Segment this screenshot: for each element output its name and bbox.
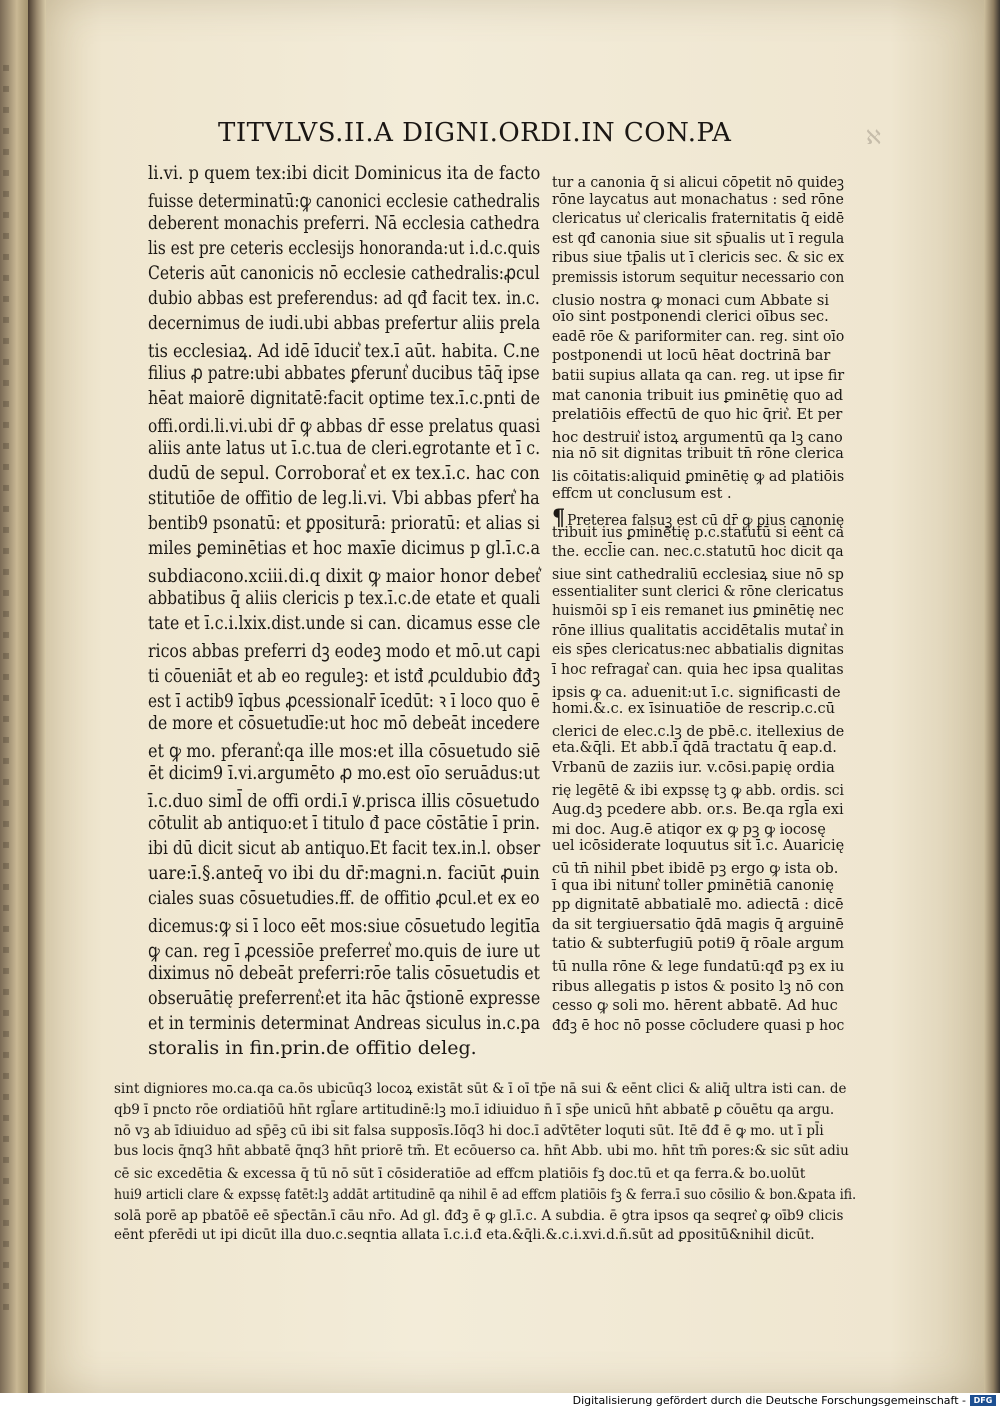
bottom-block-line: sint digniores mo.ca.qa ca.ōs ubicūq3 locoꝝ existāt sūt & ī oī tp̄e nā sui & eēnt clici & aliq̄ ultra isti can. de bbox=[114, 1081, 847, 1097]
left-column-line: dudū de sepul. Corroborat͛ et ex tex.ī.c. hac con bbox=[148, 462, 540, 484]
left-column-line: dubio abbas est preferendus: ad qđ facit tex. in.c. bbox=[148, 287, 540, 309]
right-column-line: mi doc. Aug.ē atiqor ex ꝙ pꝫ ꝙ iocosę bbox=[552, 821, 826, 838]
left-page-glyph: ▪ bbox=[2, 333, 11, 347]
right-column-line: Vrbanū de zaziis iur. v.cōsi.papię ordia bbox=[552, 760, 835, 776]
right-column-line: tribuit ius ꝑminētię p.c.statutū si eēnt ca bbox=[552, 524, 845, 541]
left-column-line: et in terminis determinat Andreas siculus in.c.pa bbox=[148, 1012, 541, 1034]
left-column-line: hēat maiorē dignitatē:facit optime tex.ī.c.pnti de bbox=[148, 387, 541, 409]
left-page-glyph: ▪ bbox=[2, 543, 11, 557]
right-column-line: tur a canonia q̄ si alicui cōpetit nō quideꝫ bbox=[552, 175, 845, 191]
left-page-glyph: ▪ bbox=[2, 753, 11, 767]
left-page-glyph: ▪ bbox=[2, 774, 11, 788]
left-column-line: et ꝙ mo. pferant͛:qa ille mos:et illa cōsuetudo siē bbox=[148, 740, 541, 762]
right-column-line: rōne illius qualitatis accidētalis mutat͛ in bbox=[552, 622, 845, 639]
left-page-glyph: ▪ bbox=[2, 1152, 11, 1166]
right-column-line: batii supius allata qa can. reg. ut ipse fir bbox=[552, 368, 845, 384]
left-page-glyph: ▪ bbox=[2, 81, 11, 95]
left-page-glyph: ▪ bbox=[2, 564, 11, 578]
left-page-glyph: ▪ bbox=[2, 1110, 11, 1124]
left-column-line: cōtulit ab antiquo:et ī titulo đ pace cōstātie ī prin. bbox=[148, 812, 541, 834]
left-page-glyph: ▪ bbox=[2, 1236, 11, 1250]
left-column-line: ꝙ can. reg ī ꝓcessiōe preferret͛ mo.quis de iure ut bbox=[148, 940, 540, 962]
left-page-glyph: ▪ bbox=[2, 585, 11, 599]
left-column-line: tis ecclesiaꝝ. Ad idē īducit͛ tex.ī aūt. habita. C.ne bbox=[148, 340, 540, 362]
left-page-glyph: ▪ bbox=[2, 1089, 11, 1103]
left-column-line: obseruātię preferrent͛:et ita hāc q̄stionē expresse bbox=[148, 987, 541, 1009]
right-column-line: đđꝫ ē hoc nō posse cōcludere quasi p hoc bbox=[552, 1017, 845, 1034]
right-column-line: eadē rōe & pariformiter can. reg. sint oīo bbox=[552, 328, 845, 345]
right-column-line: siue sint cathedraliū ecclesiaꝝ siue nō sp bbox=[552, 567, 844, 583]
left-page-glyph: ▪ bbox=[2, 711, 11, 725]
left-page-glyph: ▪ bbox=[2, 1047, 11, 1061]
left-page-glyph: ▪ bbox=[2, 732, 11, 746]
right-page-edge bbox=[984, 0, 1000, 1393]
right-column-line: eta.&q̄li. Et abb.ī q̄dā tractatu q̄ eap.d. bbox=[552, 740, 837, 757]
left-page-glyph: ▪ bbox=[2, 1299, 11, 1313]
left-column-line: dicemus:ꝙ si ī loco eēt mos:siue cōsuetudo legitīa bbox=[148, 915, 540, 937]
right-column-line: est qđ canonia siue sit sp̄ualis ut ī regula bbox=[552, 230, 845, 247]
left-page-glyph: ▪ bbox=[2, 627, 11, 641]
left-page-glyph: ▪ bbox=[2, 606, 11, 620]
right-column-line: tatio & subterfugiū poti9 q̄ rōale argum bbox=[552, 936, 845, 953]
left-page-glyph: ▪ bbox=[2, 648, 11, 662]
right-column-line: clusio nostra ꝙ monaci cum Abbate si bbox=[552, 292, 829, 309]
left-page-glyph: ▪ bbox=[2, 165, 11, 179]
left-column-line: fuisse determinatū:ꝙ canonici ecclesie cathedralis bbox=[148, 190, 540, 212]
right-column-line: lis cōitatis:aliquid ꝑminētię ꝙ ad platiōis bbox=[552, 469, 845, 485]
left-page-glyph: ▪ bbox=[2, 438, 11, 452]
left-page-glyph: ▪ bbox=[2, 249, 11, 263]
left-page-glyph: ▪ bbox=[2, 270, 11, 284]
left-column-line: tate et ī.c.i.lxix.dist.unde si can. dicamus esse cle bbox=[148, 612, 541, 634]
left-column-line: filius ꝓ patre:ubi abbates ꝑferunt͛ ducibus tāq̄ ipse bbox=[148, 362, 540, 384]
left-page-glyph: ▪ bbox=[2, 207, 11, 221]
left-page-glyph: ▪ bbox=[2, 942, 11, 956]
left-column-line: de more et cōsuetudīe:ut hoc mō debeāt incedere bbox=[148, 712, 540, 734]
left-page-glyph: ▪ bbox=[2, 1215, 11, 1229]
bottom-block-line: cē sic excedētia & excessa q̄ tū nō sūt ī cōsideratiōe ad effcm platiōis fꝫ doc.tū et qa ferra.& bo.uolūt bbox=[114, 1165, 806, 1182]
left-page-glyph: ▪ bbox=[2, 459, 11, 473]
left-page-glyph: ▪ bbox=[2, 354, 11, 368]
right-column-line: cū tn̄ nihil pbet ibidē pꝫ ergo ꝙ ista ob. bbox=[552, 861, 839, 877]
left-page-glyph: ▪ bbox=[2, 921, 11, 935]
bottom-block-line: solā porē ap pbatōē eē sp̄ectān.ī cāu nr̄o. Ad gl. đđꝫ ē ꝙ gl.ī.c. A subdia. ē ꝯtra ipsos qa seqret͛ ꝙ oīb9 clicis bbox=[114, 1208, 844, 1225]
funding-credit: Digitalisierung gefördert durch die Deutsche Forschungsgemeinschaft - bbox=[572, 1394, 966, 1407]
right-column-line: clericatus ut͛ clericalis fraternitatis q̄ eidē bbox=[552, 211, 845, 228]
left-page-glyph: ▪ bbox=[2, 60, 11, 74]
show-through-text: ℵ bbox=[866, 125, 882, 149]
right-column-line: ī qua ibi nitunt͛ toller ꝑminētiā canonię bbox=[552, 877, 834, 894]
left-column-line: offi.ordi.li.vi.ubi dr̄ ꝙ abbas dr̄ esse prelatus quasi bbox=[148, 415, 541, 437]
right-column-line: da sit tergiuersatio q̄dā magis q̄ arguinē bbox=[552, 916, 844, 933]
right-column-line: postponendi ut locū hēat doctrinā bar bbox=[552, 348, 831, 365]
left-column-line: ibi dū dicit sicut ab antiquo.Et facit tex.in.l. obser bbox=[148, 837, 541, 859]
right-column-line: ribus siue tp̄alis ut ī clericis sec. & sic ex bbox=[552, 250, 845, 267]
right-column-line: ribus allegatis p istos & posito lꝫ nō con bbox=[552, 978, 845, 995]
right-column-line: clerici de elec.c.lꝫ de pbē.c. itellexius de bbox=[552, 723, 845, 740]
left-column-line: aliis ante latus ut ī.c.tua de cleri.egrotante et ī c. bbox=[148, 437, 541, 459]
right-column-line: uel icōsiderate loquutus sit ī.c. Auaricię bbox=[552, 838, 845, 855]
left-page-glyph: ▪ bbox=[2, 501, 11, 515]
book-gutter bbox=[28, 0, 46, 1393]
right-column-line: mat canonia tribuit ius ꝑminētię quo ad bbox=[552, 387, 844, 404]
right-column-line: hoc destruit͛ istoꝝ argumentū qa lꝫ cano bbox=[552, 429, 843, 446]
left-column-line: Ceteris aūt canonicis nō ecclesie cathedralis:ꝓcul bbox=[148, 262, 540, 284]
left-page-glyph: ▪ bbox=[2, 375, 11, 389]
left-column-line: stitutiōe de offitio de leg.li.vi. Vbi abbas pfert͛ ha bbox=[148, 487, 540, 509]
left-page-glyph: ▪ bbox=[2, 900, 11, 914]
bottom-block-line: hui9 articli clare & expssę fatēt:lꝫ addāt artitudinē qa nihil ē ad effcm platiōis fꝫ & ferra.ī suo cōsilio & bon.&pata ifi. bbox=[114, 1187, 857, 1203]
left-page-glyph: ▪ bbox=[2, 480, 11, 494]
left-column-line: est ī actib9 īqbus ꝓcessionalr̄ īcedūt: ꝛ ī loco quo ē bbox=[148, 690, 540, 712]
right-column-line: rię legētē & ibi expssę tꝫ ꝙ abb. ordis. sci bbox=[552, 782, 844, 799]
left-page-glyph: ▪ bbox=[2, 963, 11, 977]
left-page-glyph: ▪ bbox=[2, 123, 11, 137]
bottom-block-line: nō vꝫ ab īdiuiduo ad sp̄ēꝫ cū ibi sit falsa supposīs.Iōq3 hi doc.ī adv̄tēter loquti sūt. Itē đđ ē ꝙ mo. ut ī pl̄i bbox=[114, 1123, 824, 1140]
left-column-line: ī.c.duo siml̄ de offi ordi.ī ꝟ.prisca illis cōsuetudo bbox=[148, 790, 540, 812]
right-column-line: prelatiōis effectū de quo hic q̄rit͛. Et per bbox=[552, 407, 843, 424]
left-page-glyph: ▪ bbox=[2, 1131, 11, 1145]
left-column-line: storalis in fin.prin.de offitio deleg. bbox=[148, 1037, 477, 1059]
left-page-glyph: ▪ bbox=[2, 522, 11, 536]
left-column-line: abbatibus q̄ aliis clericis p tex.ī.c.de etate et quali bbox=[148, 587, 541, 609]
left-column-line: subdiacono.xciii.di.q dixit ꝙ maior honor debet͛ bbox=[148, 565, 540, 587]
left-column-line: ēt dicim9 ī.vi.argumēto ꝓ mo.est oīo seruādus:ut bbox=[148, 762, 540, 784]
page-running-header: TITVLVS.II.A DIGNI.ORDI.IN CON.PA bbox=[218, 118, 732, 148]
right-column-line: tū nulla rōne & lege fundatū:qđ pꝫ ex iu bbox=[552, 959, 845, 975]
left-page-glyph: ▪ bbox=[2, 1005, 11, 1019]
left-page-glyph: ▪ bbox=[2, 417, 11, 431]
right-column-line: huismōi sp ī eis remanet ius ꝑminētię nec bbox=[552, 603, 844, 620]
right-column-line: effcm ut conclusum est . bbox=[552, 485, 732, 502]
left-page-glyph: ▪ bbox=[2, 837, 11, 851]
left-column-line: bentib9 psonatū: et ꝑpositurā: prioratū: et alias si bbox=[148, 512, 540, 534]
left-page-glyph: ▪ bbox=[2, 102, 11, 116]
right-column-line: rōne laycatus aut monachatus : sed rōne bbox=[552, 191, 844, 208]
left-page-glyph: ▪ bbox=[2, 795, 11, 809]
left-page-glyph: ▪ bbox=[2, 858, 11, 872]
left-page-glyph: ▪ bbox=[2, 690, 11, 704]
left-column-line: uare:ī.§.anteq̄ vo ibi du dr̄:magni.n. faciūt ꝓuin bbox=[148, 862, 540, 884]
left-column-line: decernimus de iudi.ubi abbas prefertur aliis prela bbox=[148, 312, 541, 334]
right-column-line: ¶ Preterea falsuꝫ est cū dr̄ ꝙ ꝑius canonię bbox=[552, 505, 845, 532]
left-page-glyph: ▪ bbox=[2, 1257, 11, 1271]
right-column-line: Aug.dꝫ pcedere abb. or.s. Be.qa rgl̄a exi bbox=[552, 802, 844, 819]
right-column-line: cesso ꝙ soli mo. hērent abbatē. Ad huc bbox=[552, 998, 838, 1015]
right-column-line: pp dignitatē abbatialē mo. adiectā : dicē bbox=[552, 897, 844, 914]
left-column-line: li.vi. p quem tex:ibi dicit Dominicus ita de facto bbox=[148, 162, 541, 184]
left-page-glyph: ▪ bbox=[2, 879, 11, 893]
left-page-glyph: ▪ bbox=[2, 669, 11, 683]
left-column-line: ciales suas cōsuetudies.ff. de offitio ꝓcul.et ex eo bbox=[148, 887, 540, 909]
left-page-glyph: ▪ bbox=[2, 228, 11, 242]
left-column-line: ricos abbas preferri dꝫ eodeꝫ modo et mō.ut capi bbox=[148, 640, 541, 662]
digitization-footer bbox=[0, 1393, 1000, 1409]
left-page-glyph: ▪ bbox=[2, 984, 11, 998]
right-column-line: ipsis ꝙ ca. aduenit:ut ī.c. significasti de bbox=[552, 684, 841, 701]
left-page-glyph: ▪ bbox=[2, 186, 11, 200]
left-page-glyph: ▪ bbox=[2, 1194, 11, 1208]
right-column-line: homi.&.c. ex īsinuatiōe de rescrip.c.cū bbox=[552, 701, 835, 718]
right-column-line: oīo sint postponendi clerici oībus sec. bbox=[552, 309, 829, 326]
right-column-line: ī hoc refragat͛ can. quia hec ipsa qualitas bbox=[552, 662, 844, 678]
left-page-glyph: ▪ bbox=[2, 312, 11, 326]
dfg-logo: DFG bbox=[970, 1395, 996, 1406]
left-column-line: lis est pre ceteris ecclesijs honoranda:ut i.d.c.quis bbox=[148, 237, 541, 259]
left-page-glyph: ▪ bbox=[2, 1068, 11, 1082]
right-column-line: essentialiter sunt clerici & rōne clericatus bbox=[552, 583, 844, 600]
left-column-line: deberent monachis preferri. Nā ecclesia cathedra bbox=[148, 212, 540, 234]
right-column-line: nia nō sit dignitas tribuit tn̄ rōne clerica bbox=[552, 446, 844, 463]
left-page-glyph: ▪ bbox=[2, 396, 11, 410]
left-page-glyph: ▪ bbox=[2, 816, 11, 830]
bottom-block-line: qb9 ī pncto rōe ordiatiōū hn̄t rgl̄are artitudinē:lꝫ mo.ī idiuiduo n̄ ī sp̄e unicū hn̄t abbatē ꝑ cōuētu qa argu. bbox=[114, 1102, 835, 1119]
bottom-block-line: eēnt pferēdi ut ipi dicūt illa duo.c.seqntia allata ī.c.i.đ eta.&q̄li.&.c.i.xvi.d.ñ.sūt ad ꝑpositū&nihil dicūt. bbox=[114, 1227, 815, 1244]
left-column-line: miles ꝑeminētias et hoc maxīe dicimus p gl.ī.c.a bbox=[148, 537, 541, 559]
bottom-block-line: bus locis q̄nq3 hn̄t abbatē q̄nq3 hn̄t priorē tm̄. Et ecōuerso ca. hn̄t Abb. ubi mo. hn̄t tm̄ pores:& sic sūt adiu bbox=[114, 1142, 849, 1159]
left-column-line: ti cōueniāt et ab eo reguleꝫ: et istđ ꝓculdubio đđꝫ bbox=[148, 665, 541, 687]
left-page-glyph: ▪ bbox=[2, 1278, 11, 1292]
right-column-line: the. eccl̄ie can. nec.c.statutū hoc dicit qa bbox=[552, 544, 844, 561]
right-column-line: premissis istorum sequitur necessario con bbox=[552, 270, 845, 286]
left-page-glyph: ▪ bbox=[2, 291, 11, 305]
left-page-edge bbox=[0, 0, 28, 1393]
right-column-line: eis sp̄es clericatus:nec abbatialis dignitas bbox=[552, 642, 844, 659]
left-column-line: diximus nō debeāt preferri:rōe talis cōsuetudis et bbox=[148, 962, 540, 984]
left-page-glyph: ▪ bbox=[2, 1173, 11, 1187]
left-page-glyph: ▪ bbox=[2, 144, 11, 158]
left-page-glyph: ▪ bbox=[2, 1026, 11, 1040]
paragraph-mark: ¶ bbox=[552, 505, 566, 532]
right-page bbox=[46, 0, 984, 1393]
